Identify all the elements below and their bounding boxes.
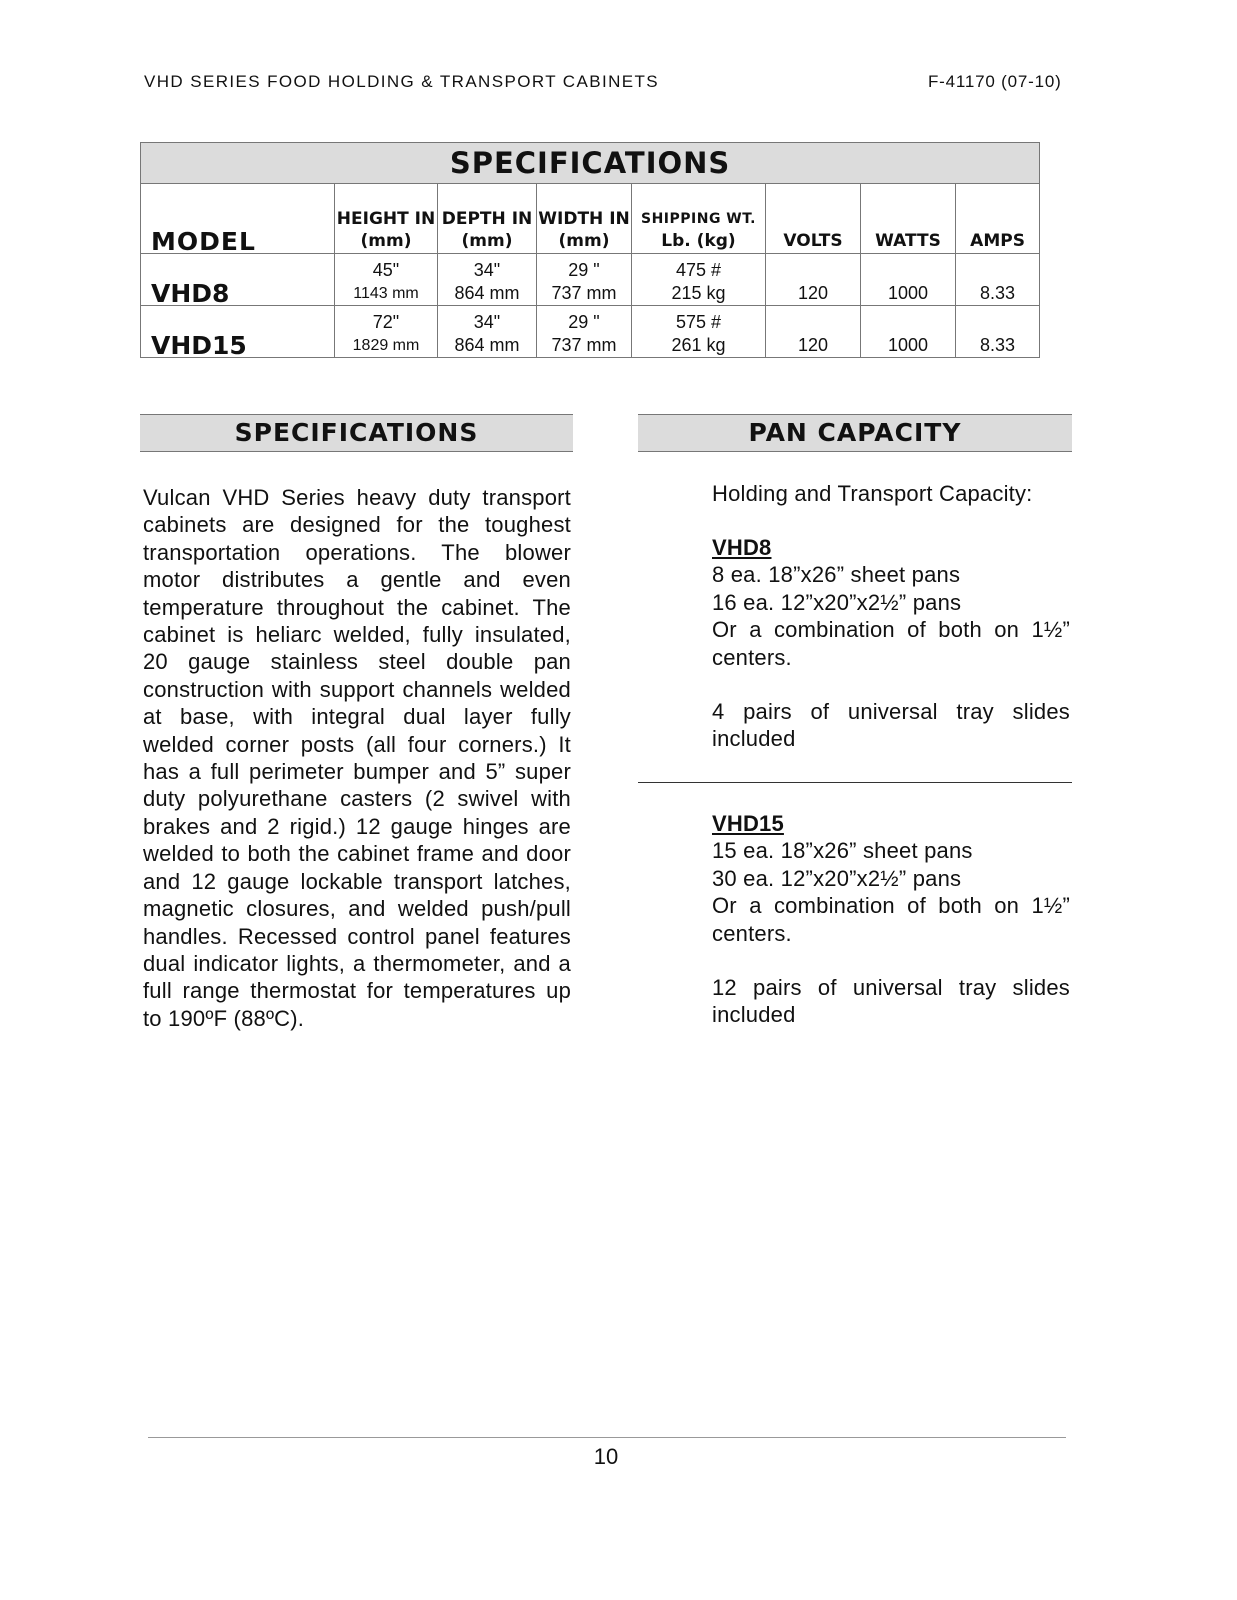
capacity-intro: Holding and Transport Capacity:	[712, 481, 1033, 506]
cell-width	[537, 306, 632, 358]
capacity-line: Or a combination of both on 1½” centers.	[712, 893, 1070, 946]
col-height-label: HEIGHT	[336, 209, 409, 229]
cell-depth-mm: 864 mm	[454, 283, 520, 303]
table-row	[141, 306, 1040, 358]
capacity-vhd8	[712, 534, 1070, 753]
col-depth-label: DEPTH	[441, 209, 506, 229]
document-code: F-41170 (07-10)	[928, 72, 1062, 91]
cell-amps: 8.33	[956, 254, 1040, 306]
section-divider	[638, 782, 1072, 783]
cell-ship-lb: 575 #	[675, 312, 722, 332]
cell-depth-in: 34"	[473, 260, 501, 280]
cell-height	[335, 254, 438, 306]
capacity-line: 16 ea. 12”x20”x2½” pans	[712, 589, 962, 615]
capacity-line: 30 ea. 12”x20”x2½” pans	[712, 865, 962, 891]
footer-rule	[148, 1437, 1066, 1438]
capacity-slides: 12 pairs of universal tray slides included	[712, 975, 1070, 1028]
capacity-vhd15	[712, 810, 1070, 1029]
cell-height-in: 45"	[372, 260, 400, 280]
capacity-slides: 4 pairs of universal tray slides included	[712, 699, 1070, 752]
specifications-heading: SPECIFICATIONS	[140, 414, 573, 452]
cell-depth	[438, 306, 537, 358]
cell-ship-lb: 475 #	[675, 260, 722, 280]
cell-width-in: 29 "	[568, 260, 600, 280]
specifications-paragraph: Vulcan VHD Series heavy duty transport cabinets are designed for the toughest transportation operations. The blower motor distributes a gentle and even temperature throughout the cabinet. The cabinet is heliarc welded, fully insulated, 20 gauge stainless steel double pan construction with support channels welded at base, with integral dual layer fully welded corner posts (all four corners.) It has a full perimeter bumper and 5” super duty polyurethane casters (2 swivel with brakes and 2 rigid.) 12 gauge hinges are welded to both the cabinet frame and door and 12 gauge lockable transport latches, magnetic closures, and welded push/pull handles. Recessed control panel features dual indicator lights, a thermometer, and a full range thermostat for temperatures up to 190ºF (88ºC).	[143, 485, 571, 1031]
page-number: 10	[593, 1444, 619, 1469]
col-height	[335, 184, 438, 254]
capacity-line: 15 ea. 18”x26” sheet pans	[712, 838, 973, 864]
cell-shipping-weight	[632, 306, 766, 358]
table-header-row	[141, 184, 1040, 254]
table-title: SPECIFICATIONS	[141, 143, 1040, 184]
cell-ship-kg: 215 kg	[671, 283, 726, 303]
pan-capacity-heading: PAN CAPACITY	[638, 414, 1072, 452]
capacity-line: Or a combination of both on 1½” centers.	[712, 617, 1070, 670]
cell-model: VHD15	[141, 306, 335, 358]
cell-ship-kg: 261 kg	[671, 335, 726, 355]
cell-watts: 1000	[861, 306, 956, 358]
cell-volts: 120	[766, 254, 861, 306]
cell-volts: 120	[766, 306, 861, 358]
cell-height-in: 72"	[372, 312, 400, 332]
specifications-table	[140, 142, 1040, 358]
cell-depth-mm: 864 mm	[454, 335, 520, 355]
col-width-label: WIDTH	[538, 209, 604, 229]
col-height-unit: IN (mm)	[360, 209, 436, 251]
table-row	[141, 254, 1040, 306]
cell-model: VHD8	[141, 254, 335, 306]
cell-height	[335, 306, 438, 358]
col-watts: WATTS	[861, 184, 956, 254]
col-width-unit-mm: (mm)	[558, 231, 610, 251]
col-volts: VOLTS	[766, 184, 861, 254]
cell-width-mm: 737 mm	[551, 335, 617, 355]
capacity-model-title: VHD8	[712, 535, 772, 560]
cell-watts: 1000	[861, 254, 956, 306]
document-title: VHD SERIES FOOD HOLDING & TRANSPORT CABINETS	[144, 72, 660, 91]
capacity-model-title: VHD15	[712, 811, 784, 836]
cell-amps: 8.33	[956, 306, 1040, 358]
cell-width-mm: 737 mm	[551, 283, 617, 303]
cell-depth	[438, 254, 537, 306]
col-shipping-label: SHIPPING WT.	[640, 211, 756, 227]
col-shipping-weight	[632, 184, 766, 254]
col-amps: AMPS	[956, 184, 1040, 254]
cell-height-mm: 1829 mm	[352, 337, 420, 354]
cell-width	[537, 254, 632, 306]
col-model: MODEL	[141, 184, 335, 254]
cell-width-in: 29 "	[568, 312, 600, 332]
col-width	[537, 184, 632, 254]
cell-height-mm: 1143 mm	[353, 285, 419, 302]
capacity-line: 8 ea. 18”x26” sheet pans	[712, 562, 961, 588]
col-shipping-unit: Lb. (kg)	[661, 231, 736, 251]
col-depth	[438, 184, 537, 254]
col-depth-unit: IN (mm)	[461, 209, 533, 251]
cell-shipping-weight	[632, 254, 766, 306]
cell-depth-in: 34"	[473, 312, 501, 332]
col-width-unit-in: IN	[609, 209, 630, 229]
